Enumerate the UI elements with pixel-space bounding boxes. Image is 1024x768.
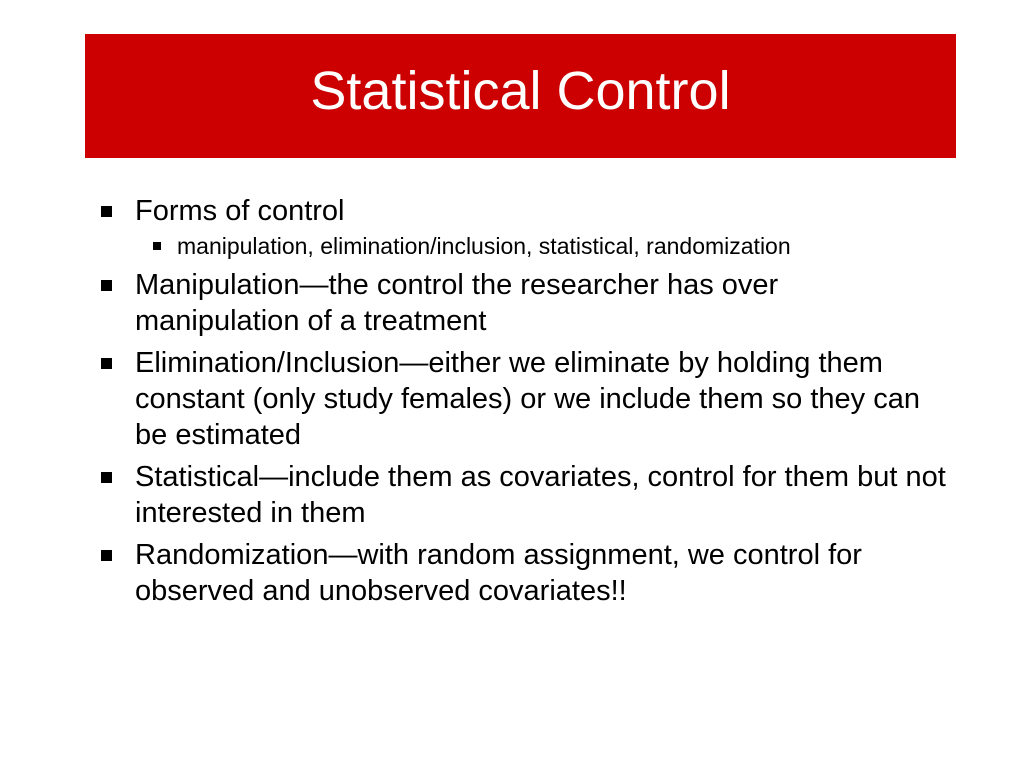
sub-bullet-list — [135, 231, 950, 261]
bullet-list — [100, 193, 950, 615]
bullet-item — [100, 193, 950, 261]
bullet-text: Manipulation—the control the researcher has over manipulation of a treatment — [135, 269, 779, 337]
square-bullet-icon — [153, 242, 161, 250]
bullet-item — [100, 345, 950, 453]
title-bar — [85, 34, 956, 158]
bullet-item — [100, 537, 950, 609]
sub-bullet-item — [132, 231, 950, 261]
sub-bullet-text: manipulation, elimination/inclusion, statistical, randomization — [177, 233, 791, 259]
square-bullet-icon — [101, 206, 112, 217]
square-bullet-icon — [101, 358, 112, 369]
bullet-item — [100, 267, 950, 339]
bullet-text: Forms of control — [135, 195, 345, 227]
bullet-text: Elimination/Inclusion—either we eliminate by holding them constant (only study females) or we include them so they can be estimated — [135, 347, 920, 451]
bullet-text: Statistical—include them as covariates, control for them but not interested in them — [135, 461, 946, 529]
square-bullet-icon — [101, 280, 112, 291]
slide-title: Statistical Control — [310, 61, 731, 121]
square-bullet-icon — [101, 550, 112, 561]
square-bullet-icon — [101, 472, 112, 483]
bullet-item — [100, 459, 950, 531]
bullet-text: Randomization—with random assignment, we control for observed and unobserved covariates!! — [135, 539, 862, 607]
